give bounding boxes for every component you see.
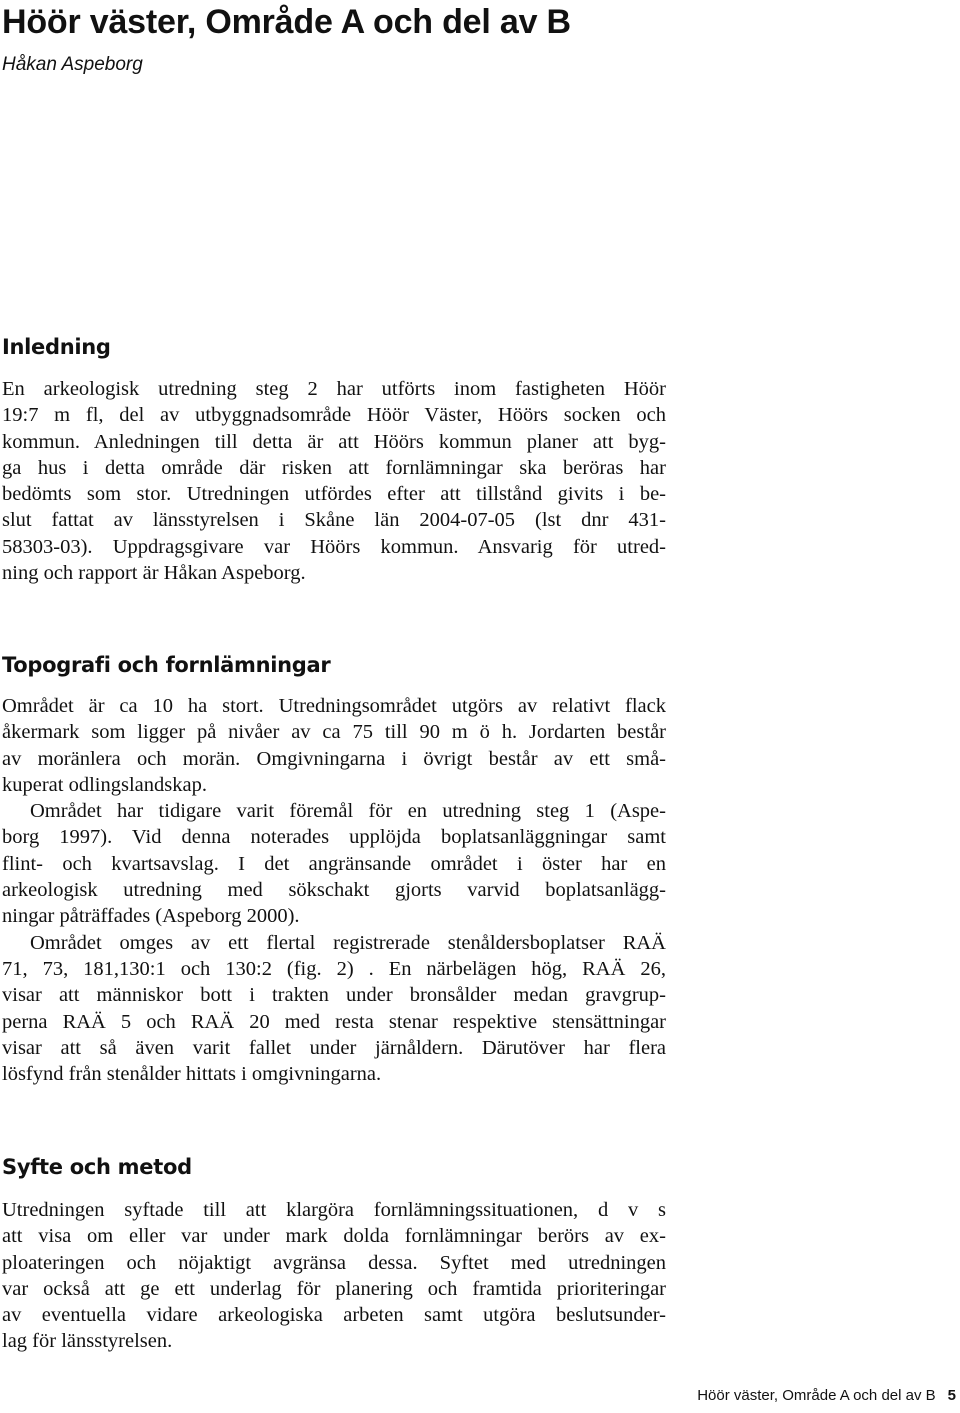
text-line: arkeologisk utredning med sökschakt gjorts varvid boplatsanlägg- — [2, 879, 666, 902]
text-line: flint- och kvartsavslag. I det angränsande området i öster har en — [2, 852, 666, 875]
section-heading: Topografi och fornlämningar — [2, 653, 331, 677]
text-line: kuperat odlingslandskap. — [2, 773, 207, 796]
text-line: åkermark som ligger på nivåer av ca 75 till 90 m ö h. Jordarten består — [2, 721, 666, 744]
paragraph — [2, 693, 666, 798]
text-line: 19:7 m fl, del av utbyggnadsområde Höör Väster, Höörs socken och — [2, 404, 666, 427]
section-syfte — [2, 1153, 666, 1355]
text-line: En arkeologisk utredning steg 2 har utförts inom fastigheten Höör — [2, 378, 666, 400]
text-line: ningar påträffades (Aspeborg 2000). — [2, 905, 300, 928]
page-title: Höör väster, Område A och del av B — [2, 3, 571, 41]
paragraph — [2, 376, 666, 586]
page-footer — [697, 1386, 956, 1406]
text-line: Området har tidigare varit föremål för en utredning steg 1 (Aspe- — [30, 800, 666, 823]
text-line: ploateringen och nöjaktigt avgränsa dessa. Syftet med utredningen — [2, 1251, 666, 1274]
paragraph — [2, 1197, 666, 1355]
section-topografi — [2, 651, 666, 1087]
text-line: lag för länsstyrelsen. — [2, 1330, 173, 1353]
text-line: av moränlera och morän. Omgivningarna i övrigt består av ett små- — [2, 747, 666, 770]
text-line: ning och rapport är Håkan Aspeborg. — [2, 562, 306, 585]
text-line: Området är ca 10 ha stort. Utredningsområdet utgörs av relativt flack — [2, 695, 666, 717]
author-name: Håkan Aspeborg — [2, 54, 143, 75]
paragraph — [2, 930, 666, 1088]
text-line: Utredningen syftade till att klargöra fornlämningssituationen, d v s — [2, 1199, 666, 1221]
text-line: perna RAÄ 5 och RAÄ 20 med resta stenar respektive stensättningar — [2, 1010, 666, 1033]
text-line: av eventuella vidare arkeologiska arbeten samt utgöra beslutsunder- — [2, 1304, 666, 1327]
text-line: var också att ge ett underlag för planering och framtida prioriteringar — [2, 1277, 666, 1300]
section-heading: Inledning — [2, 335, 111, 359]
text-line: ga hus i detta område där risken att fornlämningar ska beröras har — [2, 456, 666, 479]
text-line: Området omges av ett flertal registrerade stenåldersboplatser RAÄ — [30, 931, 666, 954]
text-line: bedömts som stor. Utredningen utfördes efter att tillstånd givits i be- — [2, 483, 666, 506]
running-title: Höör väster, Område A och del av B — [697, 1387, 936, 1404]
text-line: 71, 73, 181,130:1 och 130:2 (fig. 2) . En närbelägen hög, RAÄ 26, — [2, 957, 666, 980]
page-number: 5 — [947, 1387, 956, 1404]
section-heading: Syfte och metod — [2, 1155, 192, 1179]
text-line: visar att människor bott i trakten under bronsålder medan gravgrup- — [2, 984, 666, 1007]
text-line: 58303-03). Uppdragsgivare var Höörs kommun. Ansvarig för utred- — [2, 535, 666, 558]
text-line: lösfynd från stenålder hittats i omgivningarna. — [2, 1063, 382, 1086]
text-line: visar att så även varit fallet under järnåldern. Därutöver har flera — [2, 1036, 666, 1059]
text-line: att visa om eller var under mark dolda fornlämningar berörs av ex- — [2, 1225, 666, 1248]
text-line: slut fattat av länsstyrelsen i Skåne län 2004-07-05 (lst dnr 431- — [2, 509, 666, 532]
text-line: borg 1997). Vid denna noterades upplöjda boplatsanläggningar samt — [2, 826, 666, 849]
section-inledning — [2, 333, 666, 586]
text-line: kommun. Anledningen till detta är att Höörs kommun planer att byg- — [2, 430, 666, 453]
paragraph — [2, 798, 666, 929]
